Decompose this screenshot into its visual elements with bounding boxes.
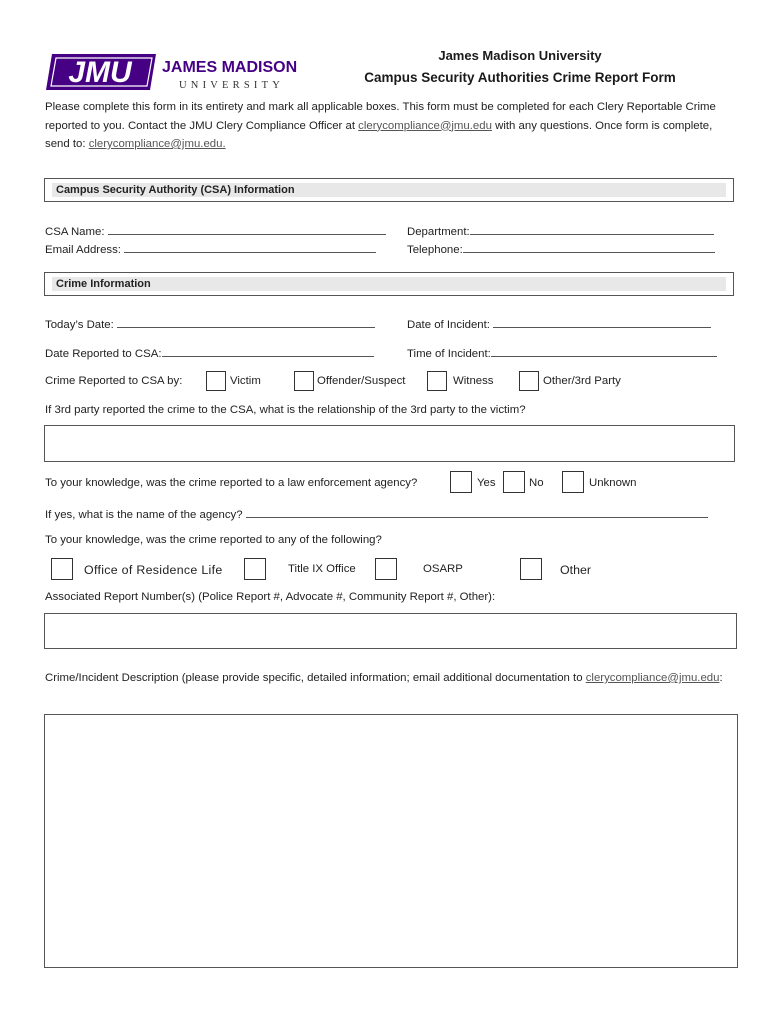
third-party-relationship-input[interactable] bbox=[44, 425, 735, 462]
csa-section-title: Campus Security Authority (CSA) Information bbox=[52, 183, 726, 197]
time-of-incident-label: Time of Incident: bbox=[407, 348, 491, 360]
crime-section-title: Crime Information bbox=[52, 277, 726, 291]
intro-text-1: Please complete this form in its entirety and mark all applicable boxes. This form must be completed for each Clery Reportable Crime reported to you. Contact the JMU Clery Compliance Officer at bbox=[45, 101, 716, 132]
csa-section-header bbox=[44, 178, 734, 202]
victim-option-label: Victim bbox=[230, 375, 261, 387]
yes-checkbox[interactable] bbox=[450, 471, 472, 493]
unknown-checkbox[interactable] bbox=[562, 471, 584, 493]
description-label bbox=[45, 669, 725, 688]
witness-option-label: Witness bbox=[453, 375, 494, 387]
reported-following-question: To your knowledge, was the crime reported to any of the following? bbox=[45, 534, 382, 546]
intro-text-2: with any questions. Once form is complete, send to: bbox=[45, 119, 713, 150]
reported-by-label: Crime Reported to CSA by: bbox=[45, 375, 183, 387]
description-email-link[interactable]: clerycompliance@jmu.edu bbox=[585, 672, 720, 684]
email-label: Email Address: bbox=[45, 244, 121, 256]
date-of-incident-label: Date of Incident: bbox=[407, 319, 490, 331]
report-numbers-input[interactable] bbox=[44, 613, 737, 649]
title-ix-checkbox[interactable] bbox=[244, 558, 266, 580]
osarp-option-label: OSARP bbox=[423, 563, 463, 575]
agency-label: If yes, what is the name of the agency? bbox=[45, 509, 243, 521]
other-third-party-checkbox[interactable] bbox=[519, 371, 539, 391]
date-reported-field[interactable] bbox=[45, 346, 374, 360]
title-university: James Madison University bbox=[438, 48, 602, 63]
telephone-label: Telephone: bbox=[407, 244, 463, 256]
email-field[interactable] bbox=[45, 242, 376, 256]
logo-name: JAMES MADISON bbox=[162, 59, 298, 76]
offender-option-label: Offender/Suspect bbox=[317, 375, 406, 387]
csa-name-field[interactable] bbox=[45, 224, 386, 238]
offender-checkbox[interactable] bbox=[294, 371, 314, 391]
logo-sub: UNIVERSITY bbox=[179, 80, 284, 91]
residence-life-checkbox[interactable] bbox=[51, 558, 73, 580]
witness-checkbox[interactable] bbox=[427, 371, 447, 391]
residence-life-option-label: Office of Residence Life bbox=[84, 563, 223, 577]
telephone-field[interactable] bbox=[407, 242, 715, 256]
no-option-label: No bbox=[529, 477, 544, 489]
crime-section-header bbox=[44, 272, 734, 296]
description-label-end: : bbox=[719, 672, 723, 684]
osarp-checkbox[interactable] bbox=[375, 558, 397, 580]
time-of-incident-field[interactable] bbox=[407, 346, 717, 360]
law-enforcement-question: To your knowledge, was the crime reported to a law enforcement agency? bbox=[45, 477, 418, 489]
logo-mark: JMU bbox=[68, 56, 132, 89]
email-link-1[interactable]: clerycompliance@jmu.edu bbox=[358, 119, 492, 132]
third-party-question: If 3rd party reported the crime to the CSA, what is the relationship of the 3rd party to the victim? bbox=[45, 404, 526, 416]
agency-field[interactable] bbox=[45, 507, 708, 521]
victim-checkbox[interactable] bbox=[206, 371, 226, 391]
csa-name-label: CSA Name: bbox=[45, 226, 105, 238]
description-textarea[interactable] bbox=[44, 714, 738, 968]
unknown-option-label: Unknown bbox=[589, 477, 637, 489]
department-label: Department: bbox=[407, 226, 470, 238]
email-link-2[interactable]: clerycompliance@jmu.edu. bbox=[88, 138, 226, 150]
yes-option-label: Yes bbox=[477, 477, 496, 489]
other-third-party-option-label: Other/3rd Party bbox=[543, 375, 621, 387]
title-ix-option-label: Title IX Office bbox=[288, 563, 356, 575]
intro-paragraph bbox=[45, 98, 725, 154]
todays-date-label: Today’s Date: bbox=[45, 319, 114, 331]
date-reported-label: Date Reported to CSA: bbox=[45, 348, 162, 360]
department-field[interactable] bbox=[407, 224, 714, 238]
no-checkbox[interactable] bbox=[503, 471, 525, 493]
other-checkbox[interactable] bbox=[520, 558, 542, 580]
description-label-text: Crime/Incident Description (please provide specific, detailed information; email additional documentation to bbox=[45, 672, 586, 684]
jmu-logo bbox=[46, 50, 306, 94]
page-title: Campus Security Authorities Crime Report Form bbox=[364, 70, 676, 85]
todays-date-field[interactable] bbox=[45, 317, 375, 331]
other-option-label: Other bbox=[560, 563, 591, 577]
date-of-incident-field[interactable] bbox=[407, 317, 711, 331]
report-numbers-label: Associated Report Number(s) (Police Report #, Advocate #, Community Report #, Other): bbox=[45, 591, 496, 603]
